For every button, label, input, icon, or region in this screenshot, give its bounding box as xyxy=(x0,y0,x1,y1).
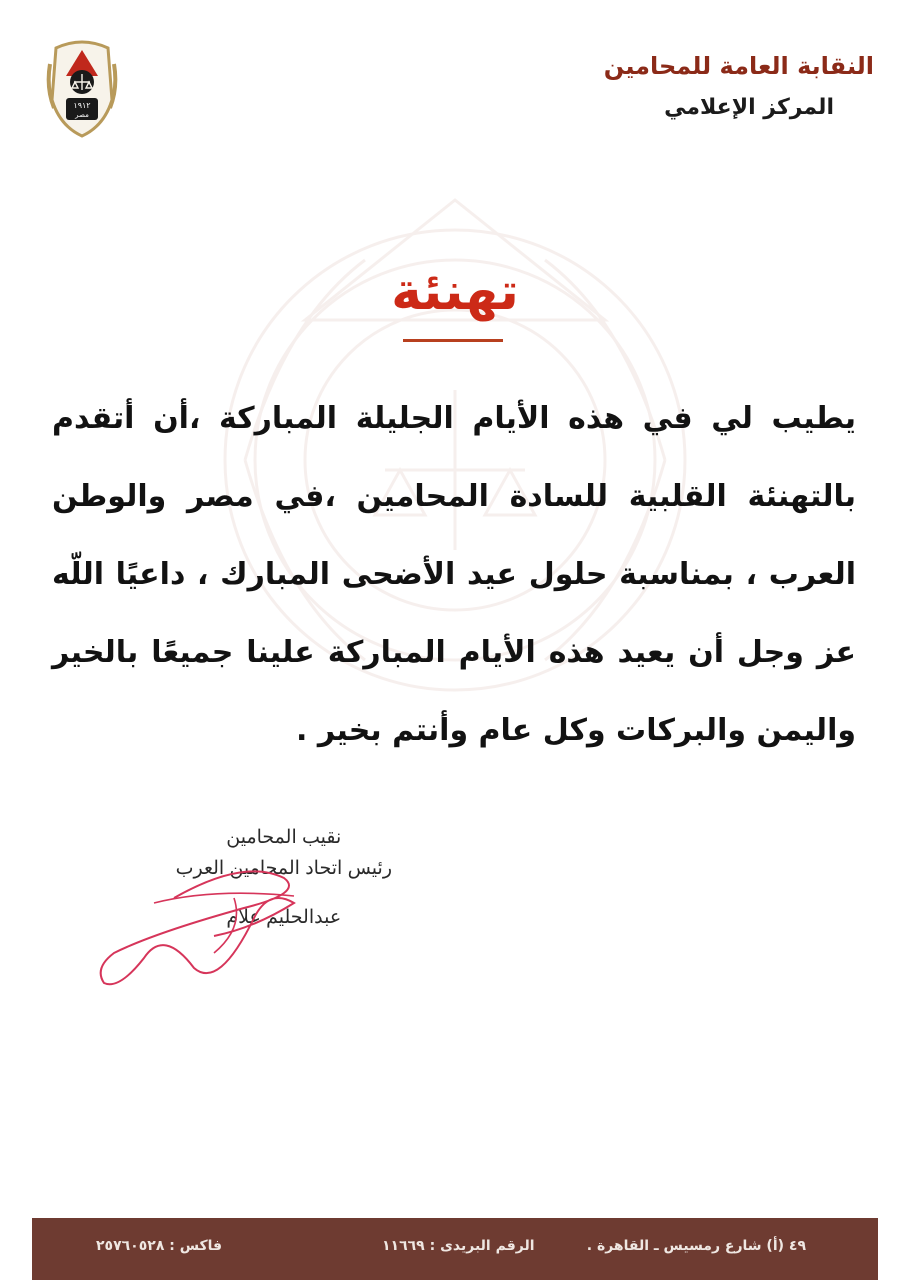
footer-postal-code: الرقم البريدى : ١١٦٦٩ xyxy=(382,1238,535,1254)
department-name: المركز الإعلامي xyxy=(664,95,834,120)
congratulation-body: يطيب لي في هذه الأيام الجليلة المباركة ،أن أتقدم بالتهنئة القلبية للسادة المحامين ،في مصر والوطن العرب ، بمناسبة حلول عيد الأضحى المبارك ، داعيًا اللّه عز وجل أن يعيد هذه الأيام المباركة علينا جميعًا بالخير واليمن والبركات وكل عام وأنتم بخير . xyxy=(52,401,856,748)
signer-name: عبدالحليم علام xyxy=(226,907,342,928)
organization-name: النقابة العامة للمحامين xyxy=(603,52,874,80)
footer-fax: فاكس : ٢٥٧٦٠٥٢٨ xyxy=(96,1238,223,1254)
signer-title: نقيب المحامين xyxy=(226,827,342,848)
syndicate-logo xyxy=(44,38,120,138)
signer-position: رئيس اتحاد المحامين العرب xyxy=(175,858,392,879)
document-title: تهنئة xyxy=(391,262,519,322)
handwritten-signature xyxy=(94,858,344,993)
footer-address: ٤٩ (أ) شارع رمسيس ـ القاهرة . xyxy=(586,1238,806,1254)
title-underline xyxy=(403,339,503,342)
logo-country: مصر xyxy=(75,111,89,119)
footer-bar xyxy=(32,1218,878,1280)
logo-year: ١٩١٢ xyxy=(73,101,91,110)
